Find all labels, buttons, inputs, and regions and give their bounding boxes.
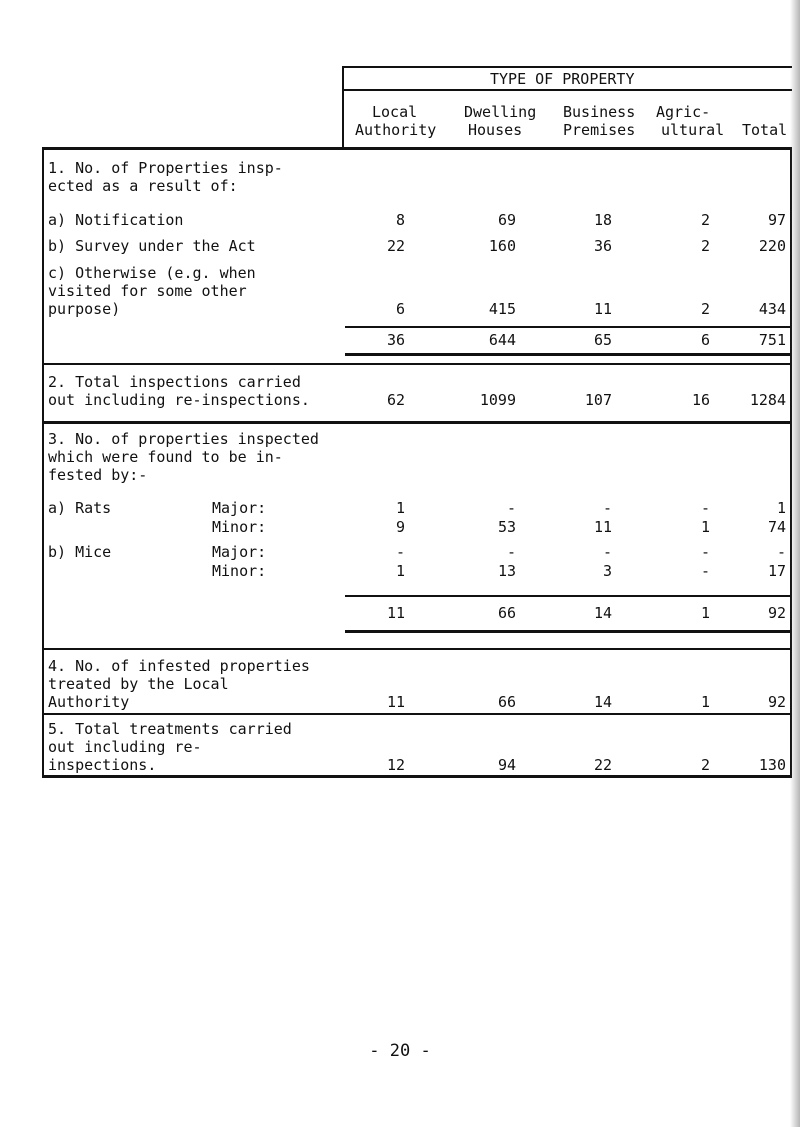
s4-value: 92	[767, 693, 786, 711]
s1-title-l1: 1. No. of Properties insp-	[48, 159, 283, 177]
s3-total-rule	[345, 630, 790, 633]
s3-row-value: 1	[395, 499, 405, 517]
s3-row-value: 1	[776, 499, 786, 517]
s3-row-lead: b) Mice	[48, 543, 112, 561]
s1-row-value: 18	[593, 211, 612, 229]
type-of-property-heading: TYPE OF PROPERTY	[490, 70, 635, 88]
s5-value: 130	[758, 756, 786, 774]
s3-row-value: -	[602, 499, 612, 517]
s1-row-value: 36	[593, 237, 612, 255]
s3-row-value: -	[700, 543, 710, 561]
page-number: - 20 -	[369, 1041, 431, 1061]
s3-row-value: 3	[602, 562, 612, 580]
s3-total-value: 92	[767, 604, 786, 622]
s3-total-value: 11	[386, 604, 405, 622]
s3-title-l1: 3. No. of properties inspected	[48, 430, 319, 448]
s2-value: 16	[691, 391, 710, 409]
s1-row-value: 2	[700, 211, 710, 229]
s2-value: 1284	[749, 391, 786, 409]
s4-value: 11	[386, 693, 405, 711]
s5-value: 22	[593, 756, 612, 774]
s3-row-value: 17	[767, 562, 786, 580]
s1-row-label: c) Otherwise (e.g. when	[48, 264, 256, 282]
s1-row-label: purpose)	[48, 300, 121, 318]
s1-row-value: 8	[395, 211, 405, 229]
s3-row-value: -	[506, 543, 516, 561]
s4-title-l3: Authority	[48, 693, 130, 711]
s3-row-value: 11	[593, 518, 612, 536]
table-left-rule	[42, 147, 44, 777]
s1-total-value: 65	[593, 331, 612, 349]
page-edge-shadow	[790, 0, 800, 1127]
s3-row-sub: Minor:	[212, 518, 267, 536]
col-local-authority-l1: Local	[372, 103, 418, 121]
col-dwelling-houses-l2: Houses	[468, 121, 523, 139]
s3-row-lead: a) Rats	[48, 499, 112, 517]
s3-row-value: -	[602, 543, 612, 561]
col-agricultural-l2: ultural	[661, 121, 725, 139]
s3-title-l3: fested by:-	[48, 466, 148, 484]
s3-subtotal-rule	[345, 595, 790, 597]
s3-row-value: 9	[395, 518, 405, 536]
s3-row-sub: Major:	[212, 499, 267, 517]
header-sub-rule	[342, 89, 792, 91]
s1-bottom-rule	[42, 363, 792, 365]
s1-row-value: 69	[497, 211, 516, 229]
s2-value: 107	[584, 391, 612, 409]
s1-total-value: 751	[758, 331, 786, 349]
s1-row-value: 22	[386, 237, 405, 255]
s5-value: 94	[497, 756, 516, 774]
s1-total-rule	[345, 353, 790, 356]
s2-title-l2: out including re-inspections.	[48, 391, 310, 409]
header-left-rule	[342, 66, 344, 150]
s1-row-value: 220	[758, 237, 786, 255]
header-top-rule	[342, 66, 792, 68]
s1-row-label: b) Survey under the Act	[48, 237, 256, 255]
s1-row-value: 6	[395, 300, 405, 318]
s4-bottom-rule	[42, 713, 792, 715]
s5-title-l3: inspections.	[48, 756, 157, 774]
s2-title-l1: 2. Total inspections carried	[48, 373, 301, 391]
s3-total-value: 14	[593, 604, 612, 622]
s3-total-value: 66	[497, 604, 516, 622]
s1-row-value: 11	[593, 300, 612, 318]
col-agricultural-l1: Agric-	[656, 103, 711, 121]
s4-title-l2: treated by the Local	[48, 675, 229, 693]
s4-value: 14	[593, 693, 612, 711]
s1-row-label: visited for some other	[48, 282, 247, 300]
s3-row-value: 53	[497, 518, 516, 536]
s1-row-value: 160	[488, 237, 516, 255]
s3-row-value: 1	[395, 562, 405, 580]
table-top-rule	[42, 147, 792, 150]
s3-row-value: -	[395, 543, 405, 561]
col-dwelling-houses-l1: Dwelling	[464, 103, 537, 121]
s3-row-value: 1	[700, 518, 710, 536]
s3-row-value: 74	[767, 518, 786, 536]
s2-bottom-rule	[42, 421, 792, 424]
col-local-authority-l2: Authority	[355, 121, 437, 139]
s5-value: 2	[700, 756, 710, 774]
table-bottom-rule	[42, 775, 792, 778]
s1-total-value: 6	[700, 331, 710, 349]
s3-row-value: -	[506, 499, 516, 517]
s3-total-value: 1	[700, 604, 710, 622]
s5-value: 12	[386, 756, 405, 774]
s3-row-value: -	[700, 499, 710, 517]
s4-value: 1	[700, 693, 710, 711]
s1-total-value: 644	[488, 331, 516, 349]
s5-title-l2: out including re-	[48, 738, 202, 756]
s1-row-label: a) Notification	[48, 211, 184, 229]
s1-row-value: 2	[700, 300, 710, 318]
s3-title-l2: which were found to be in-	[48, 448, 283, 466]
s4-value: 66	[497, 693, 516, 711]
s1-row-value: 434	[758, 300, 786, 318]
s1-row-value: 2	[700, 237, 710, 255]
s1-total-value: 36	[386, 331, 405, 349]
col-business-premises-l1: Business	[563, 103, 636, 121]
s1-subtotal-rule	[345, 326, 790, 328]
s1-row-value: 97	[767, 211, 786, 229]
s4-title-l1: 4. No. of infested properties	[48, 657, 310, 675]
s1-title-l2: ected as a result of:	[48, 177, 238, 195]
s3-row-value: 13	[497, 562, 516, 580]
col-business-premises-l2: Premises	[563, 121, 636, 139]
s5-title-l1: 5. Total treatments carried	[48, 720, 292, 738]
col-total: Total	[742, 121, 788, 139]
s3-row-sub: Minor:	[212, 562, 267, 580]
s3-row-value: -	[776, 543, 786, 561]
s2-value: 1099	[479, 391, 516, 409]
s3-row-sub: Major:	[212, 543, 267, 561]
s3-bottom-rule	[42, 648, 792, 650]
s3-row-value: -	[700, 562, 710, 580]
s2-value: 62	[386, 391, 405, 409]
s1-row-value: 415	[488, 300, 516, 318]
